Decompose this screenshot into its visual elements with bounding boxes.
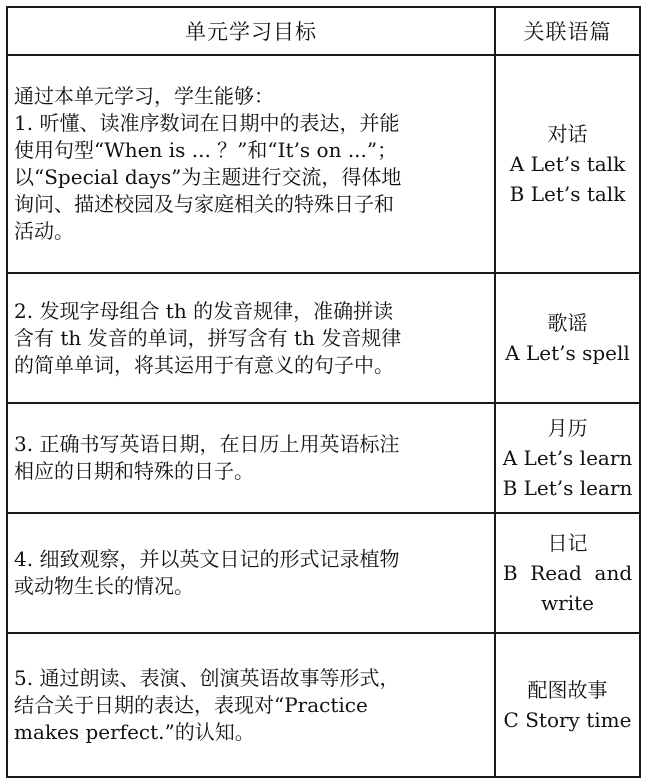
table-row bbox=[7, 633, 640, 777]
goal-line: 以“Special days”为主题进行交流，得体地 bbox=[14, 165, 402, 189]
text-line: 对话 bbox=[547, 122, 588, 146]
table-row bbox=[7, 55, 640, 273]
goal-line: 5. 通过朗读、表演、创演英语故事等形式， bbox=[14, 665, 400, 690]
text-line: C Story time bbox=[503, 708, 632, 732]
goal-line: 或动物生长的情况。 bbox=[14, 574, 194, 598]
goal-line: 使用句型“When is ... ？”和“It’s on ...”； bbox=[14, 138, 398, 162]
goal-cell bbox=[7, 403, 495, 513]
goal-line: 3. 正确书写英语日期，在日历上用英语标注 bbox=[14, 432, 400, 456]
goal-line: makes perfect.”的认知。 bbox=[14, 719, 255, 744]
goal-line: 的简单单词，将其运用于有意义的句子中。 bbox=[14, 352, 394, 377]
text-line: 日记 bbox=[547, 531, 588, 555]
table-row bbox=[7, 513, 640, 633]
text-line: 月历 bbox=[547, 416, 588, 440]
text-cell bbox=[495, 55, 640, 273]
text-line: B Read and bbox=[502, 561, 633, 585]
text-line: 配图故事 bbox=[527, 678, 608, 702]
header-goal: 单元学习目标 bbox=[7, 7, 495, 55]
text-line: 歌谣 bbox=[547, 311, 588, 335]
goal-cell bbox=[7, 55, 495, 273]
text-cell bbox=[495, 273, 640, 403]
text-line: B Let’s talk bbox=[509, 182, 626, 206]
text-cell bbox=[495, 633, 640, 777]
text-cell bbox=[495, 403, 640, 513]
table-row bbox=[7, 403, 640, 513]
text-line: write bbox=[541, 591, 594, 615]
header-row bbox=[7, 7, 640, 55]
goal-line: 2. 发现字母组合 th 的发音规律，准确拼读 bbox=[14, 298, 394, 323]
goal-line: 1. 听懂、读准序数词在日期中的表达，并能 bbox=[14, 111, 400, 135]
header-text: 关联语篇 bbox=[495, 7, 640, 55]
goal-line: 含有 th 发音的单词，拼写含有 th 发音规律 bbox=[14, 325, 402, 350]
text-line: B Let’s learn bbox=[502, 476, 633, 500]
goal-line: 结合关于日期的表达，表现对“Practice bbox=[14, 692, 368, 717]
table-row bbox=[7, 273, 640, 403]
goal-line: 询问、描述校园及与家庭相关的特殊日子和 bbox=[14, 192, 394, 216]
text-line: A Let’s spell bbox=[505, 341, 630, 365]
text-line: A Let’s learn bbox=[502, 446, 633, 470]
goal-line: 活动。 bbox=[14, 219, 74, 243]
unit-goals-table bbox=[6, 6, 641, 778]
goal-line: 通过本单元学习，学生能够： bbox=[14, 84, 274, 108]
goal-cell bbox=[7, 513, 495, 633]
text-cell bbox=[495, 513, 640, 633]
goal-cell bbox=[7, 273, 495, 403]
goal-line: 4. 细致观察，并以英文日记的形式记录植物 bbox=[14, 547, 400, 571]
unit-goals-table-wrapper bbox=[6, 6, 639, 774]
goal-cell bbox=[7, 633, 495, 777]
text-line: A Let’s talk bbox=[509, 152, 626, 176]
goal-line: 相应的日期和特殊的日子。 bbox=[14, 459, 254, 483]
